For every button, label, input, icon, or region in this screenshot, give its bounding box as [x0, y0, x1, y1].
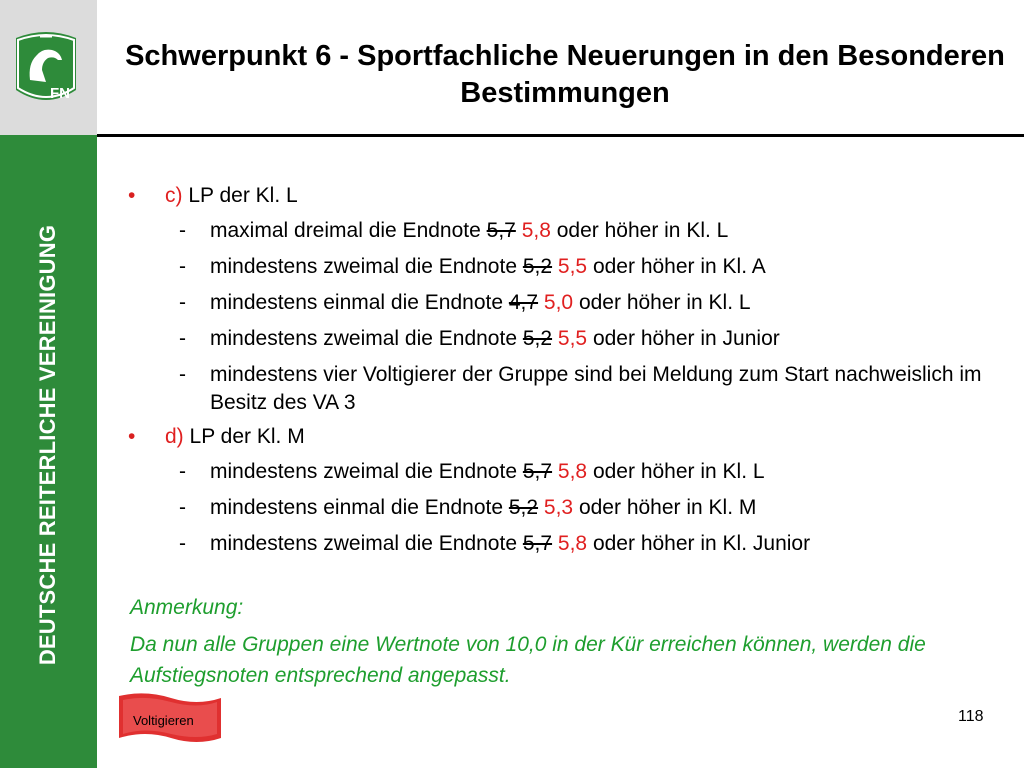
list-item: - mindestens zweimal die Endnote 5,7 5,8 oder höher in Kl. Junior	[179, 532, 811, 555]
page-title: Schwerpunkt 6 - Sportfachliche Neuerungen in den Besonderen Bestimmungen	[125, 40, 1005, 109]
section-label: c)	[165, 184, 183, 207]
old-value: 4,7	[508, 291, 539, 314]
logo-area	[0, 0, 97, 135]
new-value: 5,5	[557, 255, 588, 278]
title-divider	[97, 134, 1024, 137]
note-heading: Anmerkung:	[130, 596, 244, 619]
page-number: 118	[958, 708, 984, 725]
new-value: 5,8	[557, 460, 588, 483]
old-value: 5,7	[486, 219, 516, 242]
new-value: 5,0	[543, 291, 574, 314]
list-item: - mindestens vier Voltigierer der Gruppe sind bei Meldung zum Start nachweislich im Besitz des VA 3	[179, 363, 982, 414]
note-body: Da nun alle Gruppen eine Wertnote von 10,0 in der Kür erreichen können, werden die Aufstiegsnoten entsprechend angepasst.	[130, 633, 926, 687]
list-item: - maximal dreimal die Endnote 5,7 5,8 oder höher in Kl. L	[179, 219, 729, 242]
old-value: 5,2	[522, 255, 553, 278]
list-item: - mindestens einmal die Endnote 5,2 5,3 oder höher in Kl. M	[179, 496, 757, 519]
sidebar-label: DEUTSCHE REITERLICHE VEREINIGUNG	[35, 224, 60, 666]
old-value: 5,2	[508, 496, 539, 519]
list-item: - mindestens einmal die Endnote 4,7 5,0 oder höher in Kl. L	[179, 291, 751, 314]
new-value: 5,8	[557, 532, 588, 555]
bullet-icon: •	[128, 184, 136, 207]
note	[130, 592, 990, 691]
list-item: - mindestens zweimal die Endnote 5,2 5,5 oder höher in Junior	[179, 327, 780, 350]
old-value: 5,7	[522, 532, 553, 555]
old-value: 5,2	[522, 327, 553, 350]
section-label: d)	[165, 425, 184, 448]
slide-content	[128, 178, 998, 562]
bullet-icon: •	[128, 425, 136, 448]
list-item: - mindestens zweimal die Endnote 5,2 5,5 oder höher in Kl. A	[179, 255, 766, 278]
new-value: 5,3	[543, 496, 574, 519]
section-title: LP der Kl. M	[189, 425, 305, 448]
new-value: 5,5	[557, 327, 588, 350]
section-title: LP der Kl. L	[188, 184, 298, 207]
list-item: - mindestens zweimal die Endnote 5,7 5,8 oder höher in Kl. L	[179, 460, 765, 483]
footer-label: Voltigieren	[133, 713, 194, 728]
section-heading-d	[128, 419, 998, 454]
section-heading-c	[128, 178, 998, 213]
old-value: 5,7	[522, 460, 553, 483]
new-value: 5,8	[521, 219, 551, 242]
logo-text: FN	[50, 85, 70, 102]
